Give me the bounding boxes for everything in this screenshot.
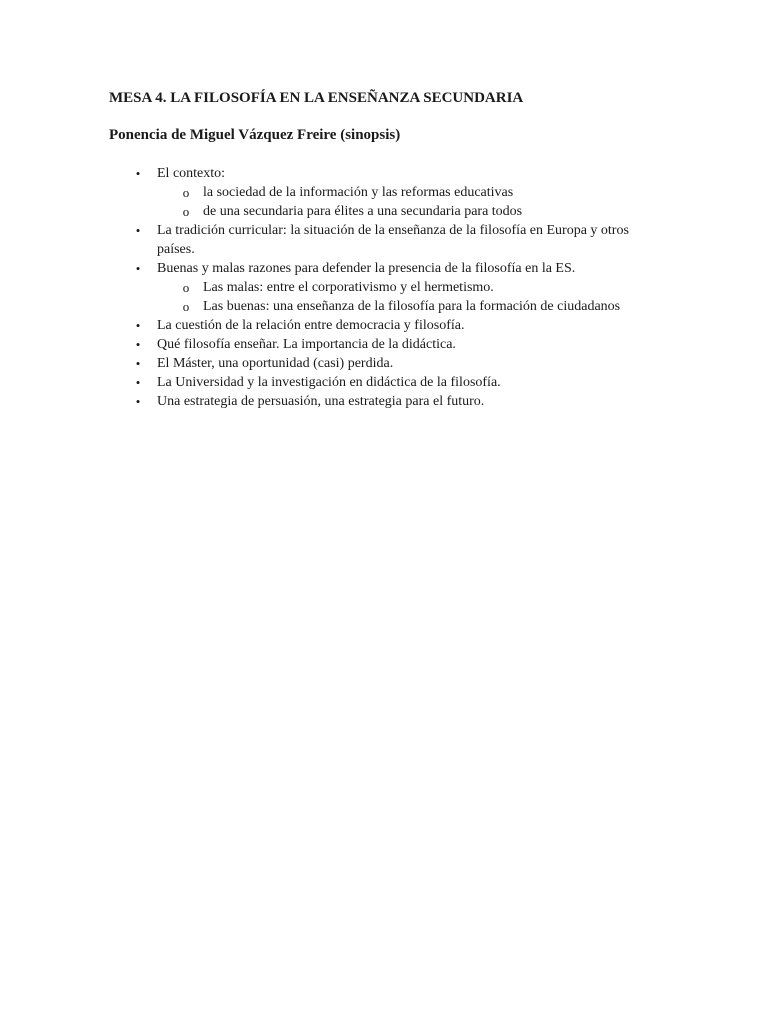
bullet-icon: • [135, 337, 141, 352]
list-item [0, 335, 768, 354]
bullet-icon: • [135, 318, 141, 333]
list-item [0, 259, 768, 278]
sub-bullet-icon: o [182, 204, 190, 219]
sub-list-item [0, 202, 768, 221]
document-subtitle: Ponencia de Miguel Vázquez Freire (sinopsis) [109, 127, 401, 143]
sub-list-item [0, 278, 768, 297]
bullet-icon: • [135, 356, 141, 371]
sub-bullet-icon: o [182, 299, 190, 314]
sub-list-item-text: la sociedad de la información y las reformas educativas [203, 185, 514, 200]
bullet-icon: • [135, 261, 141, 276]
sub-bullet-icon: o [182, 185, 190, 200]
list-item-text: Qué filosofía enseñar. La importancia de la didáctica. [157, 337, 456, 352]
list-item [0, 164, 768, 183]
list-item-text: La cuestión de la relación entre democracia y filosofía. [157, 318, 465, 333]
sub-list-item-text: Las malas: entre el corporativismo y el hermetismo. [203, 280, 494, 295]
list-item-text: Una estrategia de persuasión, una estrategia para el futuro. [157, 394, 485, 409]
sub-list-item [0, 183, 768, 202]
sub-list-item-text: Las buenas: una enseñanza de la filosofía para la formación de ciudadanos [203, 299, 621, 314]
bullet-icon: • [135, 394, 141, 409]
list-item [0, 392, 768, 411]
list-item [0, 316, 768, 335]
list-item-text: El contexto: [157, 166, 226, 181]
list-item-text: La Universidad y la investigación en didáctica de la filosofía. [157, 375, 501, 390]
sub-bullet-icon: o [182, 280, 190, 295]
bullet-icon: • [135, 223, 141, 238]
list-item-text: La tradición curricular: la situación de la enseñanza de la filosofía en Europa y otros países. [157, 223, 629, 257]
list-item-text: Buenas y malas razones para defender la presencia de la filosofía en la ES. [157, 261, 576, 276]
bullet-icon: • [135, 166, 141, 181]
list-item-text: El Máster, una oportunidad (casi) perdida. [157, 356, 394, 371]
bullet-icon: • [135, 375, 141, 390]
topic-list [0, 164, 768, 411]
sub-list-item [0, 297, 768, 316]
list-item [0, 373, 768, 392]
list-item [0, 221, 768, 259]
list-item [0, 354, 768, 373]
document-title: MESA 4. LA FILOSOFÍA EN LA ENSEÑANZA SECUNDARIA [109, 90, 524, 106]
sub-list-item-text: de una secundaria para élites a una secundaria para todos [203, 204, 523, 219]
